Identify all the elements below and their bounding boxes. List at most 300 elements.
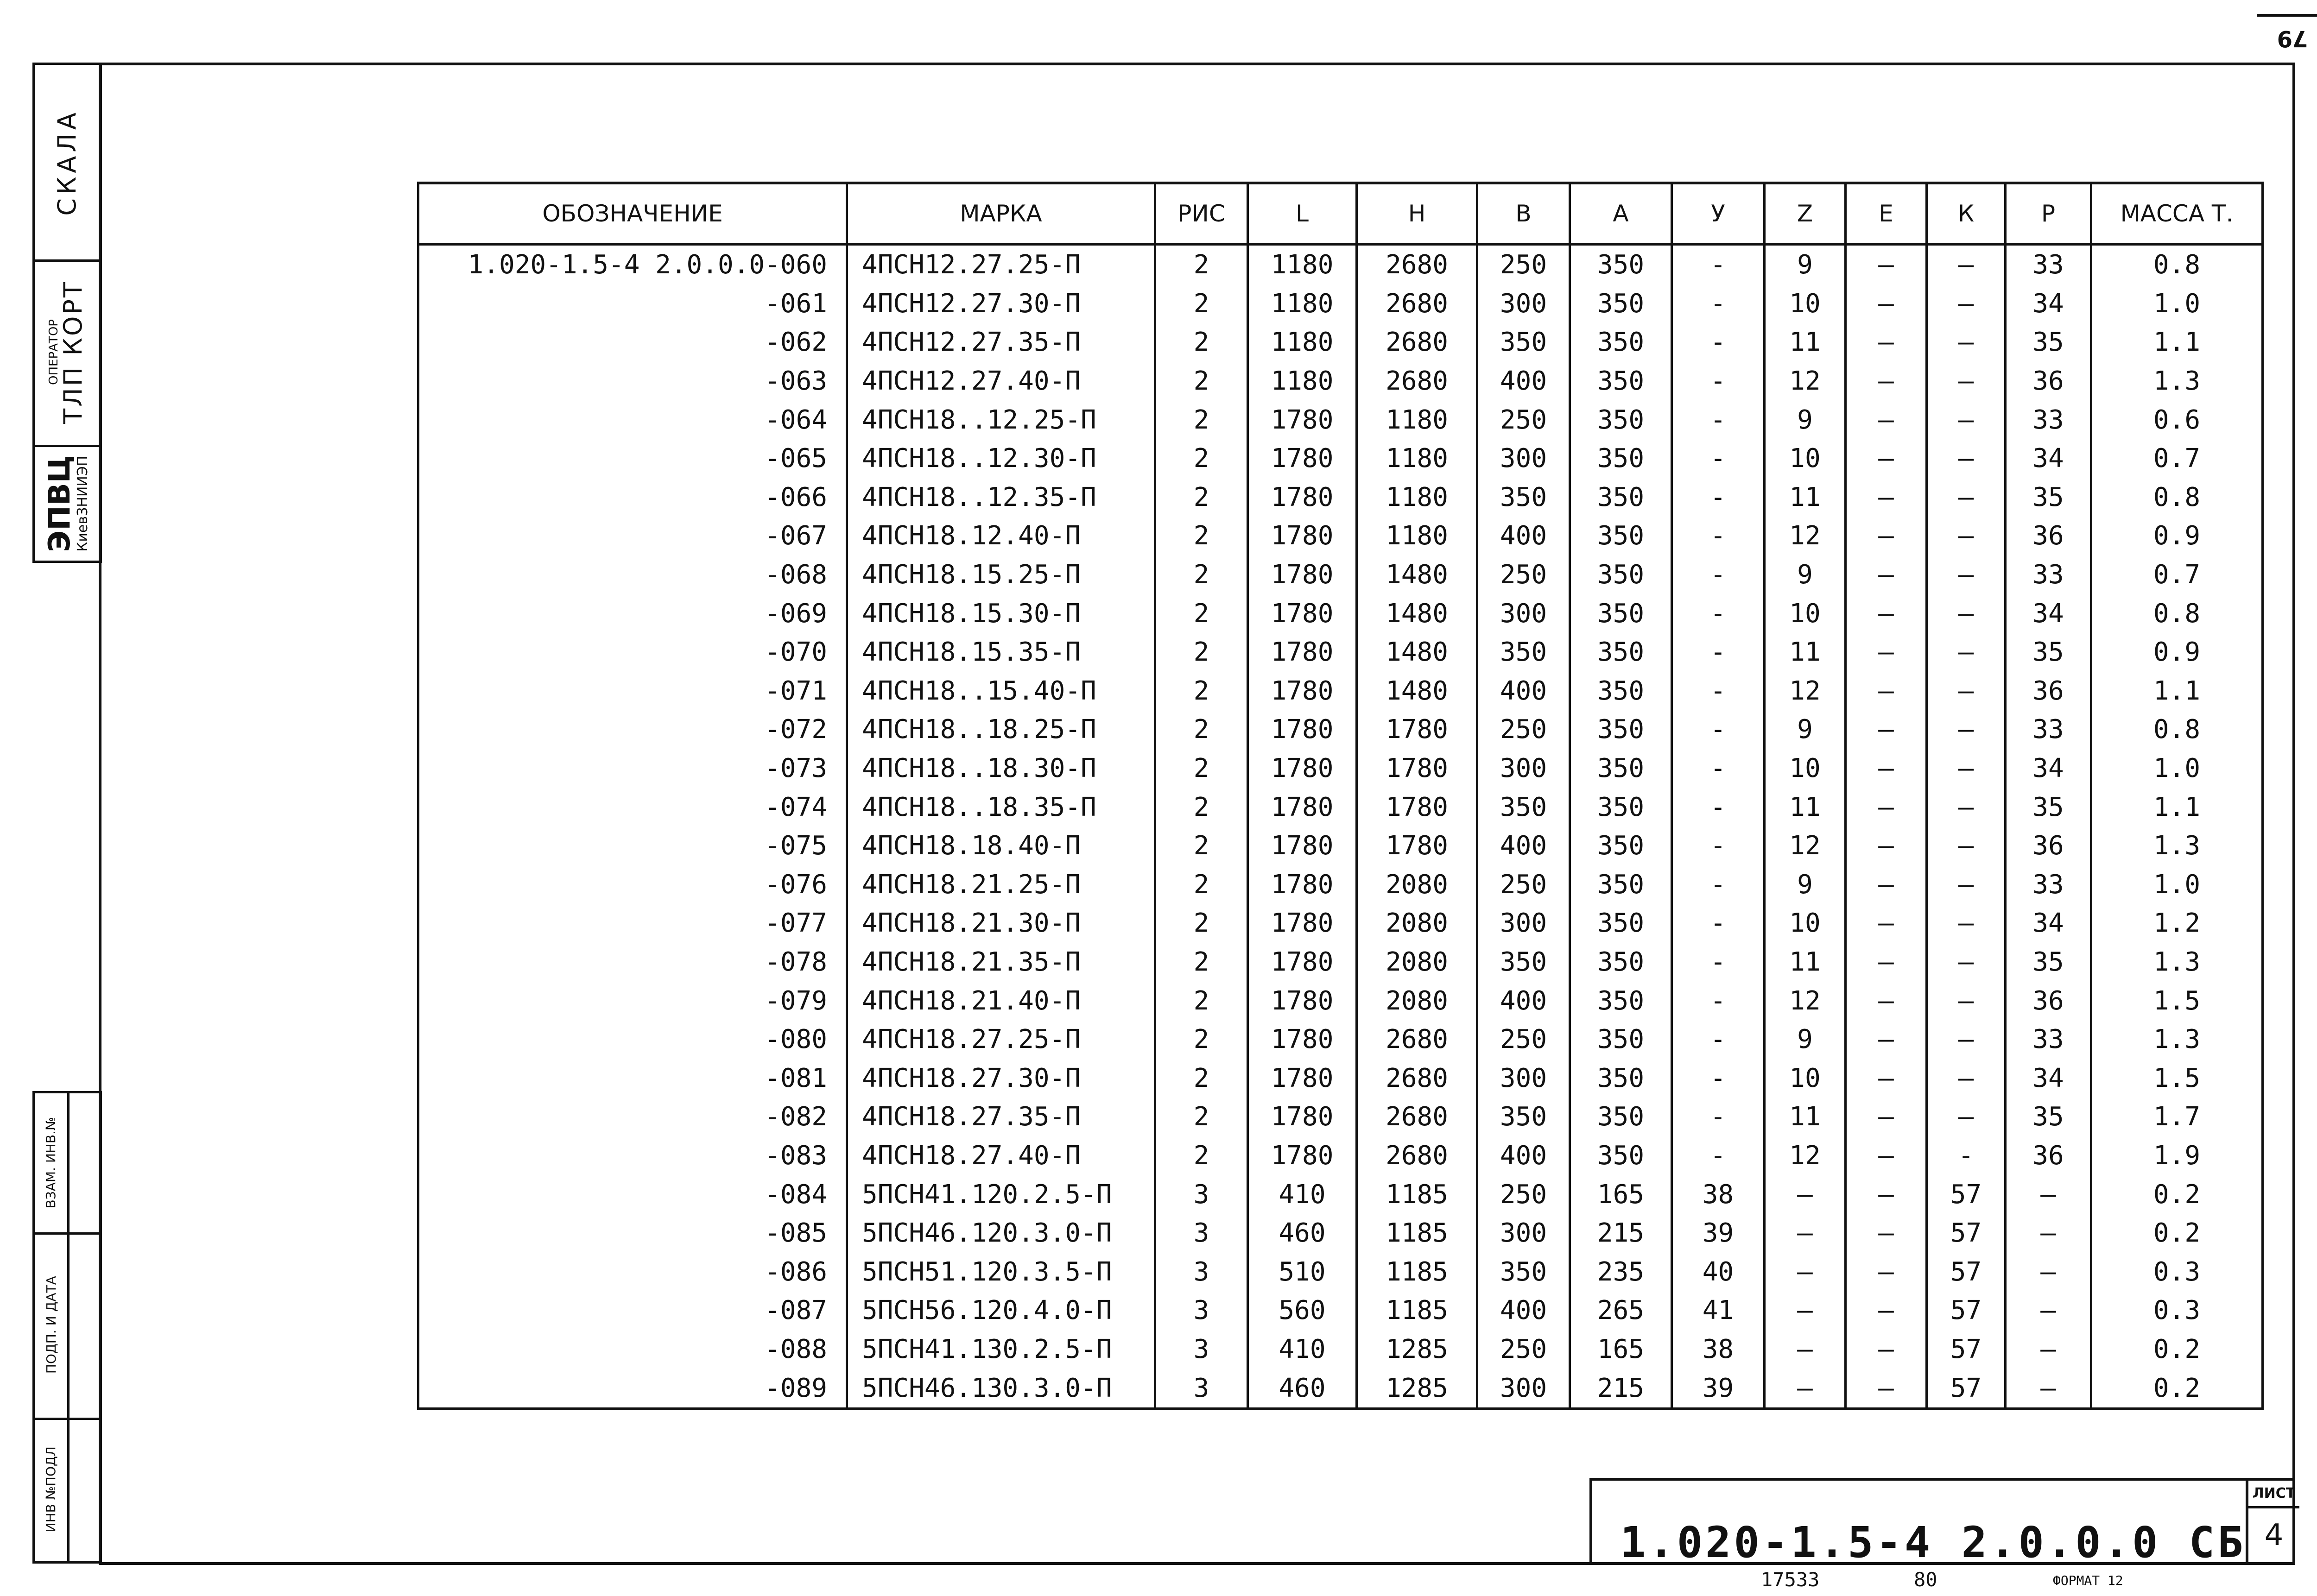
cell-ris: 2 (1155, 1020, 1248, 1059)
table-row (418, 594, 2263, 633)
cell-e: – (1846, 826, 1927, 865)
cell-b: 400 (1477, 362, 1570, 401)
cell-l: 410 (1248, 1175, 1357, 1214)
cell-z: – (1765, 1175, 1846, 1214)
cell-u: - (1672, 981, 1765, 1020)
table-row (418, 1020, 2263, 1059)
cell-oboz: -075 (418, 826, 847, 865)
cell-z: 11 (1765, 633, 1846, 672)
cell-p: 34 (2006, 749, 2091, 788)
cell-e: – (1846, 244, 1927, 284)
table-row (418, 1059, 2263, 1098)
table-row (418, 323, 2263, 362)
cell-ris: 3 (1155, 1214, 1248, 1253)
cell-l: 1780 (1248, 672, 1357, 711)
cell-massa: 0.2 (2091, 1369, 2263, 1409)
cell-massa: 1.5 (2091, 981, 2263, 1020)
cell-l: 1780 (1248, 904, 1357, 943)
cell-u: - (1672, 672, 1765, 711)
header-k: К (1927, 183, 2006, 244)
cell-u: 40 (1672, 1252, 1765, 1291)
cell-h: 1780 (1357, 710, 1477, 749)
cell-b: 300 (1477, 439, 1570, 478)
cell-z: – (1765, 1291, 1846, 1330)
cell-massa: 1.1 (2091, 323, 2263, 362)
cell-h: 1780 (1357, 826, 1477, 865)
table-row (418, 826, 2263, 865)
cell-h: 1780 (1357, 788, 1477, 826)
cell-u: 38 (1672, 1330, 1765, 1369)
table-row (418, 1252, 2263, 1291)
table-row (418, 1136, 2263, 1175)
cell-marka: 4ПСН18.18.40-П (847, 826, 1155, 865)
cell-massa: 1.1 (2091, 672, 2263, 711)
cell-oboz: -073 (418, 749, 847, 788)
cell-u: 41 (1672, 1291, 1765, 1330)
cell-u: - (1672, 633, 1765, 672)
cell-z: – (1765, 1369, 1846, 1409)
stamp-org2: ТЛП КОРТ (58, 280, 88, 424)
cell-massa: 0.3 (2091, 1252, 2263, 1291)
cell-a: 165 (1570, 1175, 1672, 1214)
cell-a: 350 (1570, 633, 1672, 672)
cell-p: – (2006, 1291, 2091, 1330)
cell-b: 350 (1477, 1098, 1570, 1136)
cell-a: 350 (1570, 400, 1672, 439)
cell-u: - (1672, 710, 1765, 749)
cell-e: – (1846, 749, 1927, 788)
cell-massa: 0.8 (2091, 594, 2263, 633)
cell-h: 1480 (1357, 672, 1477, 711)
cell-h: 1180 (1357, 439, 1477, 478)
cell-a: 350 (1570, 788, 1672, 826)
cell-k: – (1927, 362, 2006, 401)
cell-h: 1185 (1357, 1291, 1477, 1330)
cell-b: 300 (1477, 749, 1570, 788)
cell-z: – (1765, 1330, 1846, 1369)
cell-k: 57 (1927, 1369, 2006, 1409)
cell-l: 1180 (1248, 244, 1357, 284)
cell-e: – (1846, 478, 1927, 517)
cell-massa: 1.9 (2091, 1136, 2263, 1175)
cell-ris: 2 (1155, 749, 1248, 788)
cell-k: 57 (1927, 1214, 2006, 1253)
cell-massa: 1.5 (2091, 1059, 2263, 1098)
cell-marka: 4ПСН12.27.40-П (847, 362, 1155, 401)
cell-k: – (1927, 865, 2006, 904)
table-row (418, 284, 2263, 323)
cell-e: – (1846, 439, 1927, 478)
cell-p: 36 (2006, 672, 2091, 711)
cell-z: – (1765, 1252, 1846, 1291)
cell-marka: 5ПСН46.120.3.0-П (847, 1214, 1155, 1253)
cell-z: 9 (1765, 710, 1846, 749)
cell-l: 1780 (1248, 943, 1357, 982)
cell-massa: 1.3 (2091, 943, 2263, 982)
cell-a: 350 (1570, 865, 1672, 904)
table-row (418, 943, 2263, 982)
cell-u: - (1672, 284, 1765, 323)
cell-a: 265 (1570, 1291, 1672, 1330)
cell-h: 2680 (1357, 362, 1477, 401)
cell-p: 34 (2006, 594, 2091, 633)
cell-u: - (1672, 1098, 1765, 1136)
cell-a: 215 (1570, 1214, 1672, 1253)
cell-l: 1780 (1248, 981, 1357, 1020)
cell-l: 1780 (1248, 826, 1357, 865)
cell-p: 35 (2006, 323, 2091, 362)
cell-h: 2080 (1357, 981, 1477, 1020)
cell-z: 12 (1765, 362, 1846, 401)
cell-oboz: -080 (418, 1020, 847, 1059)
cell-p: 35 (2006, 1098, 2091, 1136)
cell-l: 1780 (1248, 788, 1357, 826)
cell-a: 350 (1570, 244, 1672, 284)
cell-marka: 4ПСН18.27.35-П (847, 1098, 1155, 1136)
cell-z: 10 (1765, 594, 1846, 633)
cell-e: – (1846, 284, 1927, 323)
cell-ris: 2 (1155, 904, 1248, 943)
cell-p: 33 (2006, 244, 2091, 284)
cell-e: – (1846, 400, 1927, 439)
cell-p: 35 (2006, 788, 2091, 826)
cell-l: 560 (1248, 1291, 1357, 1330)
cell-massa: 0.9 (2091, 517, 2263, 555)
cell-h: 1780 (1357, 749, 1477, 788)
cell-oboz: -071 (418, 672, 847, 711)
sheet-number: 4 (2264, 1518, 2284, 1552)
cell-p: – (2006, 1252, 2091, 1291)
cell-z: 11 (1765, 478, 1846, 517)
cell-u: - (1672, 400, 1765, 439)
cell-marka: 4ПСН18..12.35-П (847, 478, 1155, 517)
cell-marka: 4ПСН18..18.30-П (847, 749, 1155, 788)
cell-oboz: 1.020-1.5-4 2.0.0.0-060 (418, 244, 847, 284)
cell-b: 400 (1477, 826, 1570, 865)
cell-marka: 4ПСН18.27.30-П (847, 1059, 1155, 1098)
cell-oboz: -088 (418, 1330, 847, 1369)
cell-u: - (1672, 1020, 1765, 1059)
header-ris: РИС (1155, 183, 1248, 244)
stamp-cell-epvts (35, 445, 100, 563)
cell-p: 34 (2006, 1059, 2091, 1098)
stamp-cell-skala (35, 65, 100, 262)
cell-h: 1180 (1357, 478, 1477, 517)
cell-k: – (1927, 672, 2006, 711)
cell-k: – (1927, 749, 2006, 788)
cell-a: 350 (1570, 981, 1672, 1020)
cell-ris: 3 (1155, 1252, 1248, 1291)
cell-z: 10 (1765, 284, 1846, 323)
cell-z: 11 (1765, 943, 1846, 982)
cell-a: 350 (1570, 943, 1672, 982)
cell-oboz: -076 (418, 865, 847, 904)
cell-a: 350 (1570, 594, 1672, 633)
table-row (418, 400, 2263, 439)
cell-e: – (1846, 865, 1927, 904)
table-row (418, 865, 2263, 904)
cell-h: 2680 (1357, 1098, 1477, 1136)
cell-l: 1780 (1248, 1059, 1357, 1098)
cell-k: – (1927, 555, 2006, 594)
strip-zam-inv-label: ВЗАМ. ИНВ.№ (43, 1117, 59, 1209)
cell-b: 250 (1477, 244, 1570, 284)
cell-oboz: -067 (418, 517, 847, 555)
cell-k: – (1927, 710, 2006, 749)
table-row (418, 1330, 2263, 1369)
cell-massa: 0.2 (2091, 1175, 2263, 1214)
cell-z: – (1765, 1214, 1846, 1253)
cell-u: - (1672, 788, 1765, 826)
cell-e: – (1846, 1098, 1927, 1136)
cell-marka: 4ПСН18..15.40-П (847, 672, 1155, 711)
cell-ris: 2 (1155, 981, 1248, 1020)
cell-k: – (1927, 244, 2006, 284)
cell-p: 35 (2006, 633, 2091, 672)
cell-marka: 4ПСН18.21.40-П (847, 981, 1155, 1020)
cell-e: – (1846, 362, 1927, 401)
cell-z: 10 (1765, 904, 1846, 943)
cell-p: 35 (2006, 478, 2091, 517)
cell-marka: 4ПСН18..18.35-П (847, 788, 1155, 826)
cell-massa: 0.6 (2091, 400, 2263, 439)
cell-k: – (1927, 1098, 2006, 1136)
cell-ris: 2 (1155, 826, 1248, 865)
cell-e: – (1846, 904, 1927, 943)
cell-u: - (1672, 943, 1765, 982)
cell-ris: 2 (1155, 672, 1248, 711)
cell-k: – (1927, 517, 2006, 555)
cell-b: 300 (1477, 904, 1570, 943)
header-b: В (1477, 183, 1570, 244)
cell-b: 400 (1477, 1291, 1570, 1330)
cell-l: 1780 (1248, 594, 1357, 633)
cell-u: - (1672, 517, 1765, 555)
cell-massa: 0.2 (2091, 1214, 2263, 1253)
cell-a: 350 (1570, 904, 1672, 943)
cell-ris: 2 (1155, 284, 1248, 323)
cell-ris: 2 (1155, 439, 1248, 478)
cell-e: – (1846, 594, 1927, 633)
cell-oboz: -087 (418, 1291, 847, 1330)
cell-u: 39 (1672, 1214, 1765, 1253)
cell-a: 350 (1570, 362, 1672, 401)
cell-l: 1780 (1248, 710, 1357, 749)
cell-marka: 4ПСН18.21.35-П (847, 943, 1155, 982)
cell-e: – (1846, 1330, 1927, 1369)
cell-z: 12 (1765, 1136, 1846, 1175)
cell-marka: 5ПСН41.120.2.5-П (847, 1175, 1155, 1214)
cell-e: – (1846, 672, 1927, 711)
cell-marka: 4ПСН12.27.30-П (847, 284, 1155, 323)
strip-inv-podl-label: ИНВ №ПОДЛ (43, 1446, 59, 1533)
cell-a: 350 (1570, 710, 1672, 749)
cell-k: – (1927, 594, 2006, 633)
cell-a: 350 (1570, 439, 1672, 478)
frame-right-border (2292, 63, 2295, 1564)
cell-p: – (2006, 1214, 2091, 1253)
cell-p: – (2006, 1330, 2091, 1369)
cell-massa: 1.1 (2091, 788, 2263, 826)
cell-a: 165 (1570, 1330, 1672, 1369)
cell-marka: 4ПСН18..12.30-П (847, 439, 1155, 478)
strip-zam-inv (35, 1093, 100, 1235)
cell-l: 1780 (1248, 439, 1357, 478)
cell-k: – (1927, 400, 2006, 439)
cell-l: 460 (1248, 1369, 1357, 1409)
cell-e: – (1846, 981, 1927, 1020)
cell-a: 350 (1570, 555, 1672, 594)
cell-k: 57 (1927, 1175, 2006, 1214)
cell-u: - (1672, 904, 1765, 943)
cell-b: 300 (1477, 1059, 1570, 1098)
cell-h: 2080 (1357, 943, 1477, 982)
cell-marka: 4ПСН18..18.25-П (847, 710, 1155, 749)
table-row (418, 478, 2263, 517)
stamp-org3-sub: КиевЗНИИЭП (74, 455, 91, 552)
cell-b: 400 (1477, 517, 1570, 555)
cell-k: – (1927, 478, 2006, 517)
cell-oboz: -074 (418, 788, 847, 826)
cell-p: 33 (2006, 710, 2091, 749)
table-row (418, 672, 2263, 711)
table-row (418, 904, 2263, 943)
cell-a: 350 (1570, 323, 1672, 362)
cell-e: – (1846, 633, 1927, 672)
cell-marka: 4ПСН18.21.30-П (847, 904, 1155, 943)
cell-l: 510 (1248, 1252, 1357, 1291)
cell-z: 9 (1765, 1020, 1846, 1059)
table-body (418, 244, 2263, 1409)
cell-e: – (1846, 788, 1927, 826)
cell-u: - (1672, 555, 1765, 594)
cell-e: – (1846, 1059, 1927, 1098)
cell-e: – (1846, 1252, 1927, 1291)
cell-b: 400 (1477, 672, 1570, 711)
cell-k: – (1927, 439, 2006, 478)
cell-e: – (1846, 1020, 1927, 1059)
cell-ris: 2 (1155, 478, 1248, 517)
cell-p: 34 (2006, 904, 2091, 943)
cell-z: 10 (1765, 439, 1846, 478)
cell-ris: 2 (1155, 362, 1248, 401)
cell-l: 1780 (1248, 633, 1357, 672)
cell-b: 300 (1477, 284, 1570, 323)
stamp-org3: ЭПВЦ (42, 455, 77, 552)
cell-b: 350 (1477, 788, 1570, 826)
cell-massa: 1.7 (2091, 1098, 2263, 1136)
stamp-org1: СКАЛА (52, 108, 82, 216)
cell-p: 36 (2006, 826, 2091, 865)
cell-l: 460 (1248, 1214, 1357, 1253)
cell-h: 2680 (1357, 323, 1477, 362)
cell-massa: 1.0 (2091, 865, 2263, 904)
table-row (418, 1291, 2263, 1330)
cell-e: – (1846, 555, 1927, 594)
document-code: 1.020-1.5-4 2.0.0.0 СБ (1620, 1518, 2246, 1567)
cell-a: 350 (1570, 672, 1672, 711)
cell-k: – (1927, 633, 2006, 672)
cell-l: 1780 (1248, 1020, 1357, 1059)
cell-b: 400 (1477, 1136, 1570, 1175)
cell-l: 1180 (1248, 284, 1357, 323)
cell-ris: 2 (1155, 244, 1248, 284)
cell-u: - (1672, 826, 1765, 865)
table-header-row (418, 183, 2263, 244)
cell-ris: 2 (1155, 1136, 1248, 1175)
frame-top-border (102, 63, 2294, 65)
header-h: Н (1357, 183, 1477, 244)
cell-massa: 0.7 (2091, 439, 2263, 478)
cell-k: – (1927, 1020, 2006, 1059)
cell-oboz: -063 (418, 362, 847, 401)
cell-p: – (2006, 1175, 2091, 1214)
cell-b: 250 (1477, 865, 1570, 904)
cell-a: 350 (1570, 284, 1672, 323)
cell-z: 10 (1765, 1059, 1846, 1098)
cell-h: 1185 (1357, 1252, 1477, 1291)
cell-b: 250 (1477, 400, 1570, 439)
cell-b: 250 (1477, 555, 1570, 594)
cell-p: 34 (2006, 439, 2091, 478)
header-e: Е (1846, 183, 1927, 244)
cell-ris: 2 (1155, 1059, 1248, 1098)
cell-h: 1285 (1357, 1330, 1477, 1369)
cell-k: – (1927, 1059, 2006, 1098)
cell-k: – (1927, 788, 2006, 826)
cell-oboz: -077 (418, 904, 847, 943)
cell-z: 12 (1765, 981, 1846, 1020)
cell-p: 34 (2006, 284, 2091, 323)
cell-massa: 0.2 (2091, 1330, 2263, 1369)
cell-ris: 2 (1155, 633, 1248, 672)
table-row (418, 555, 2263, 594)
cell-e: – (1846, 1175, 1927, 1214)
cell-marka: 4ПСН18.27.40-П (847, 1136, 1155, 1175)
cell-b: 250 (1477, 1175, 1570, 1214)
cell-h: 2680 (1357, 1136, 1477, 1175)
table-row (418, 1214, 2263, 1253)
cell-massa: 1.0 (2091, 284, 2263, 323)
header-l: L (1248, 183, 1357, 244)
cell-oboz: -072 (418, 710, 847, 749)
table-row (418, 788, 2263, 826)
table-row (418, 1175, 2263, 1214)
cell-a: 350 (1570, 1020, 1672, 1059)
cell-oboz: -085 (418, 1214, 847, 1253)
table-row (418, 1369, 2263, 1409)
cell-ris: 3 (1155, 1175, 1248, 1214)
cell-marka: 5ПСН51.120.3.5-П (847, 1252, 1155, 1291)
cell-e: – (1846, 323, 1927, 362)
cell-l: 1780 (1248, 749, 1357, 788)
cell-b: 300 (1477, 594, 1570, 633)
cell-h: 1480 (1357, 594, 1477, 633)
cell-z: 9 (1765, 865, 1846, 904)
cell-p: 36 (2006, 1136, 2091, 1175)
cell-ris: 2 (1155, 710, 1248, 749)
cell-oboz: -084 (418, 1175, 847, 1214)
cell-k: 57 (1927, 1291, 2006, 1330)
cell-z: 11 (1765, 323, 1846, 362)
cell-h: 1185 (1357, 1214, 1477, 1253)
cell-a: 215 (1570, 1369, 1672, 1409)
cell-k: – (1927, 323, 2006, 362)
specification-table (417, 182, 2264, 1410)
cell-ris: 3 (1155, 1369, 1248, 1409)
cell-massa: 0.9 (2091, 633, 2263, 672)
cell-l: 1780 (1248, 1098, 1357, 1136)
